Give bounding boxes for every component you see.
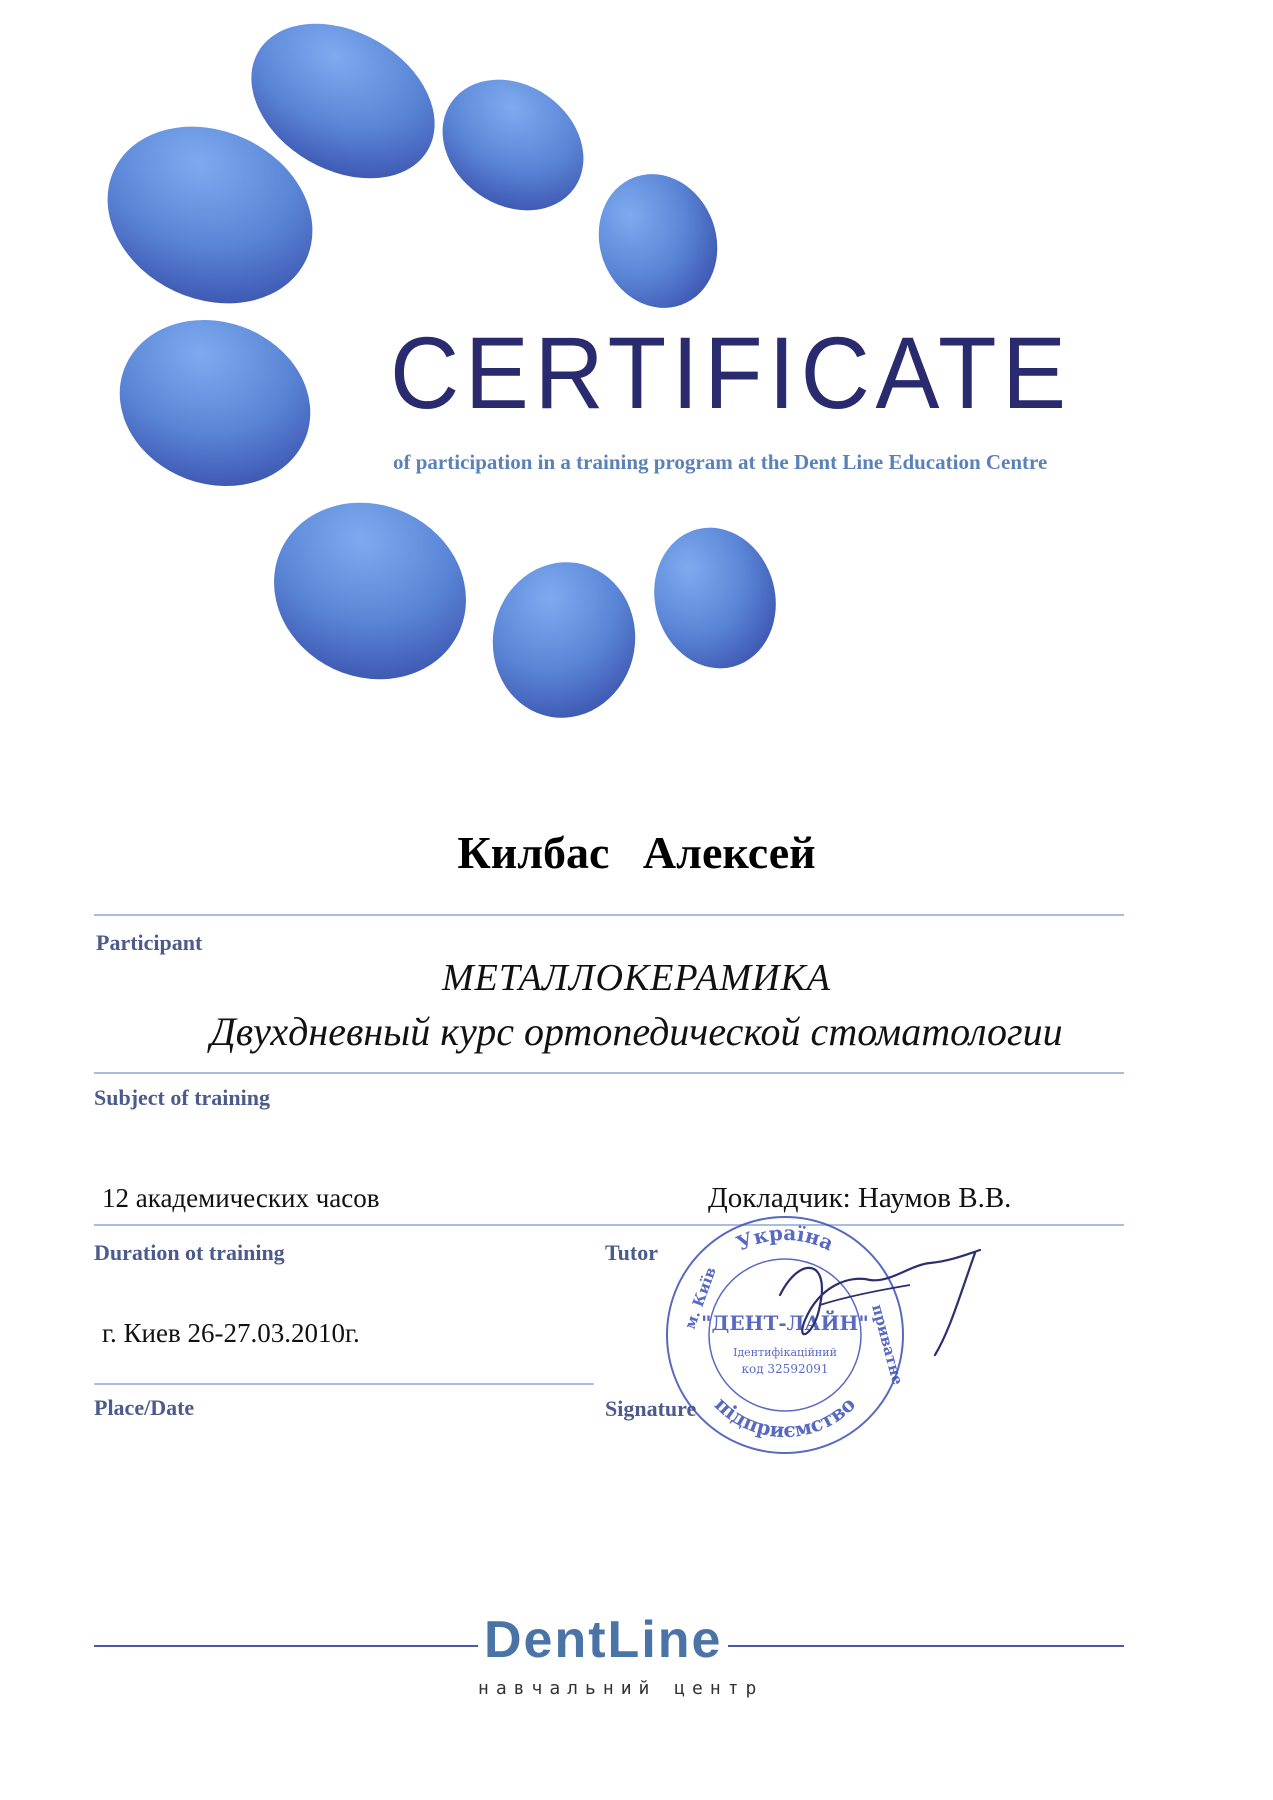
tutor-value: Докладчик: Наумов В.В. xyxy=(708,1182,1012,1214)
oval-4 xyxy=(580,157,736,324)
stamp-id-code: код 32592091 xyxy=(741,1362,829,1376)
handwritten-signature xyxy=(760,1235,990,1365)
oval-7 xyxy=(481,551,648,729)
place-date-value: г. Киев 26-27.03.2010г. xyxy=(102,1318,360,1348)
course-title: МЕТАЛЛОКЕРАМИКА xyxy=(441,957,832,999)
participant-label: Participant xyxy=(96,930,203,955)
place-date-label: Place/Date xyxy=(94,1395,195,1420)
dentline-logo: DentLine xyxy=(478,1610,728,1670)
participant-name: Килбас Алексей xyxy=(457,827,816,878)
duration-label: Duration ot training xyxy=(94,1240,285,1265)
svg-text:підприємство xyxy=(710,1392,860,1442)
subject-rule xyxy=(94,1072,1124,1074)
certificate-title: CERTIFICATE xyxy=(390,316,1072,430)
place-date-rule xyxy=(94,1383,594,1385)
stamp-bottom-text: підприємство xyxy=(709,1391,861,1443)
oval-8 xyxy=(639,514,792,682)
tutor-label: Tutor xyxy=(605,1240,658,1265)
subject-label: Subject of training xyxy=(94,1085,270,1110)
stamp-left-text: м. Київ xyxy=(680,1264,720,1332)
duration-rule xyxy=(94,1224,1124,1226)
stamp-id-label: Ідентифікаційний xyxy=(733,1346,837,1359)
signature-label: Signature xyxy=(605,1396,697,1421)
stamp-center-name: "ДЕНТ-ЛАЙН" xyxy=(701,1311,869,1335)
course-description: Двухдневный курс ортопедической стоматологии xyxy=(210,1009,1063,1054)
oval-5 xyxy=(96,294,334,513)
duration-value: 12 академических часов xyxy=(102,1183,380,1213)
certificate-subtitle: of participation in a training program at the Dent Line Education Centre xyxy=(393,450,1048,474)
oval-6 xyxy=(245,472,495,711)
participant-rule xyxy=(94,914,1124,916)
stamp-top-text: Україна xyxy=(732,1220,838,1256)
oval-3 xyxy=(417,53,609,237)
stamp-right-text: приватне xyxy=(868,1302,907,1387)
dentline-logo-subtitle: навчальний центр xyxy=(478,1678,764,1699)
